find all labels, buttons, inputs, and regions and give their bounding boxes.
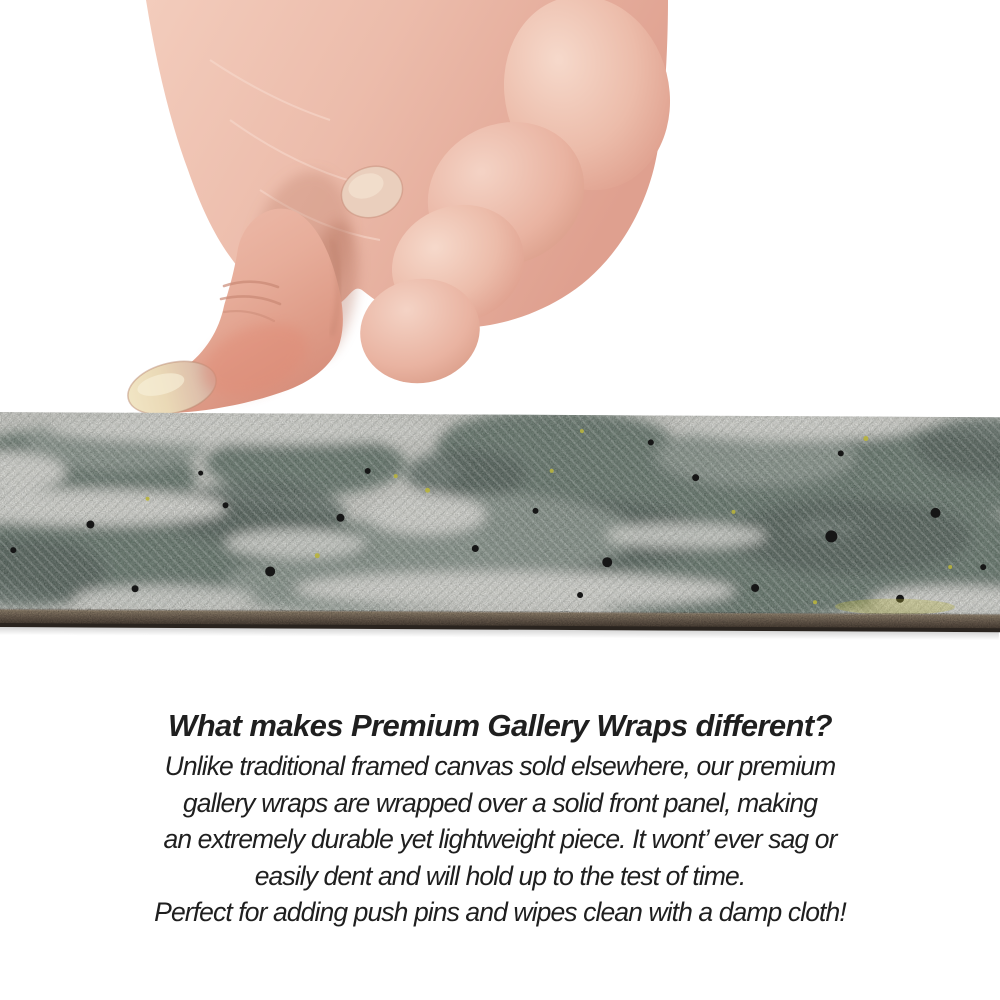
canvas-strip-graphic bbox=[0, 412, 1000, 649]
marketing-copy bbox=[0, 704, 1000, 931]
copy-line-2: gallery wraps are wrapped over a solid front panel, making bbox=[182, 787, 818, 818]
copy-heading: What makes Premium Gallery Wraps different? bbox=[168, 708, 832, 743]
copy-line-4: easily dent and will hold up to the test of time. bbox=[254, 860, 746, 891]
copy-line-3: an extremely durable yet lightweight piece. It wont’ ever sag or bbox=[163, 824, 837, 854]
canvas-texture bbox=[0, 412, 1000, 626]
hand-photo bbox=[0, 0, 1000, 420]
hand-illustration bbox=[0, 0, 1000, 420]
copy-line-5: Perfect for adding push pins and wipes clean with a damp cloth! bbox=[154, 897, 846, 927]
copy-line-1: Unlike traditional framed canvas sold elsewhere, our premium bbox=[164, 751, 836, 781]
canvas-strip bbox=[0, 412, 1000, 649]
